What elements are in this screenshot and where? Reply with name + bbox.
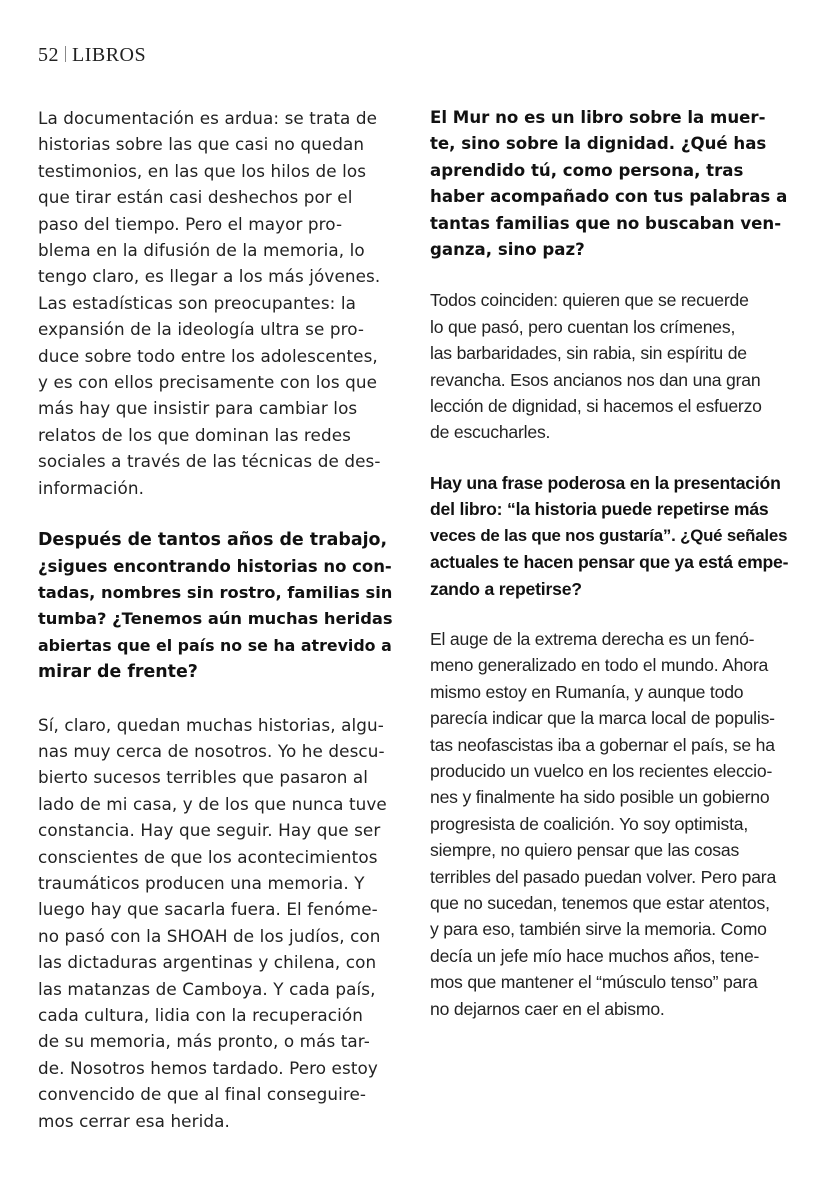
question-line: tantas familias que no buscaban ven- (430, 213, 782, 233)
text-line: de. Nosotros hemos tardado. Pero estoy (38, 1057, 378, 1078)
intro-paragraph (38, 105, 394, 501)
text-line: de escucharles. (430, 422, 551, 443)
text-line: decía un jefe mío hace muchos años, tene- (430, 945, 760, 966)
text-line: bierto sucesos terribles que pasaron al (38, 767, 369, 788)
text-line: y para eso, también sirve la memoria. Como (430, 919, 767, 940)
text-line: blema en la difusión de la memoria, lo (38, 240, 365, 261)
question-line: tadas, nombres sin rostro, familias sin (38, 582, 393, 602)
text-line: producido un vuelco en los recientes eleccio- (430, 760, 773, 781)
text-line: las dictaduras argentinas y chilena, con (38, 952, 377, 973)
page-number: 52 (38, 44, 59, 66)
text-line: tengo claro, es llegar a los más jóvenes. (38, 266, 381, 287)
text-line: que no sucedan, tenemos que estar atentos, (430, 892, 770, 913)
question-line: El Mur no es un libro sobre la muer- (430, 108, 766, 127)
text-line: lo que pasó, pero cuentan los crímenes, (430, 316, 736, 337)
text-line: convencido de que al final conseguire- (38, 1084, 367, 1105)
question-line: zando a repetirse? (430, 578, 582, 599)
question-line: del libro: “la historia puede repetirse más (430, 499, 769, 520)
text-line: terribles del pasado puedan volver. Pero para (430, 866, 777, 887)
question-line: Hay una frase poderosa en la presentación (430, 472, 781, 493)
text-line: meno generalizado en todo el mundo. Ahora (430, 655, 769, 676)
text-line: las barbaridades, sin rabia, sin espíritu de (430, 343, 747, 364)
text-line: cada cultura, lidia con la recuperación (38, 1005, 363, 1025)
text-line: revancha. Esos ancianos nos dan una gran (430, 369, 761, 390)
page-header (38, 44, 146, 67)
text-line: paso del tiempo. Pero el mayor pro- (38, 213, 343, 234)
question-line: veces de las que nos gustaría”. ¿Qué señales (430, 525, 788, 545)
text-line: mismo estoy en Rumanía, y aunque todo (430, 681, 744, 702)
section-title: LIBROS (72, 44, 147, 66)
text-line: mos que mantener el “músculo tenso” para (430, 972, 758, 993)
text-line: siempre, no quiero pensar que las cosas (430, 840, 740, 861)
text-line: que tirar están casi deshechos por el (38, 187, 353, 208)
text-line: La documentación es ardua: se trata de (38, 108, 378, 128)
interview-question-3 (430, 470, 790, 602)
question-line: Después de tantos años de trabajo, (38, 530, 388, 551)
question-line: tumba? ¿Tenemos aún muchas heridas (38, 609, 393, 629)
text-line: y es con ellos precisamente con los que (38, 372, 378, 393)
text-line: historias sobre las que casi no quedan (38, 134, 365, 155)
question-line: aprendido tú, como persona, tras (430, 160, 744, 180)
text-line: Sí, claro, quedan muchas historias, algu- (38, 714, 384, 735)
text-line: Todos coinciden: quieren que se recuerde (430, 290, 749, 311)
text-line: conscientes de que los acontecimientos (38, 846, 378, 867)
text-line: constancia. Hay que seguir. Hay que ser (38, 820, 381, 841)
text-line: sociales a través de las técnicas de des- (38, 451, 381, 472)
question-line: mirar de frente? (38, 662, 198, 683)
text-line: más hay que insistir para cambiar los (38, 398, 358, 419)
left-column (38, 105, 394, 1134)
text-line: traumáticos producen una memoria. Y (38, 872, 365, 893)
text-line: nas muy cerca de nosotros. Yo he descu- (38, 740, 385, 761)
interview-answer-3 (430, 626, 790, 1022)
text-line: duce sobre todo entre los adolescentes, (38, 345, 378, 366)
text-line: relatos de los que dominan las redes (38, 424, 352, 445)
text-line: lado de mi casa, y de los que nunca tuve (38, 793, 387, 814)
text-line: tas neofascistas iba a gobernar el país, se ha (430, 734, 775, 755)
text-line: progresista de coalición. Yo soy optimista, (430, 813, 749, 834)
right-column (430, 105, 790, 1022)
text-line: mos cerrar esa herida. (38, 1110, 230, 1131)
interview-question-1 (38, 527, 394, 685)
question-line: haber acompañado con tus palabras a (430, 187, 788, 207)
text-line: no dejarnos caer en el abismo. (430, 998, 665, 1019)
question-line: ganza, sino paz? (430, 240, 585, 260)
header-divider (65, 46, 66, 62)
text-line: parecía indicar que la marca local de populis- (430, 708, 775, 729)
text-line: testimonios, en las que los hilos de los (38, 160, 367, 181)
text-line: de su memoria, más pronto, o más tar- (38, 1031, 370, 1052)
text-line: nes y finalmente ha sido posible un gobierno (430, 787, 770, 808)
text-line: expansión de la ideología ultra se pro- (38, 319, 365, 340)
interview-answer-2 (430, 287, 790, 445)
text-line: información. (38, 477, 145, 498)
question-line: ¿sigues encontrando historias no con- (38, 556, 392, 576)
text-line: lección de dignidad, si hacemos el esfuerzo (430, 396, 762, 417)
text-line: Las estadísticas son preocupantes: la (38, 292, 356, 313)
text-line: las matanzas de Camboya. Y cada país, (38, 978, 376, 999)
question-line: abiertas que el país no se ha atrevido a (38, 635, 392, 655)
text-line: luego hay que sacarla fuera. El fenóme- (38, 899, 378, 920)
question-line: actuales te hacen pensar que ya está empe- (430, 552, 789, 573)
interview-question-2 (430, 105, 790, 263)
question-line: te, sino sobre la dignidad. ¿Qué has (430, 134, 767, 154)
text-line: El auge de la extrema derecha es un fenó- (430, 628, 755, 649)
interview-answer-1 (38, 712, 394, 1135)
text-line: no pasó con la SHOAH de los judíos, con (38, 925, 381, 946)
